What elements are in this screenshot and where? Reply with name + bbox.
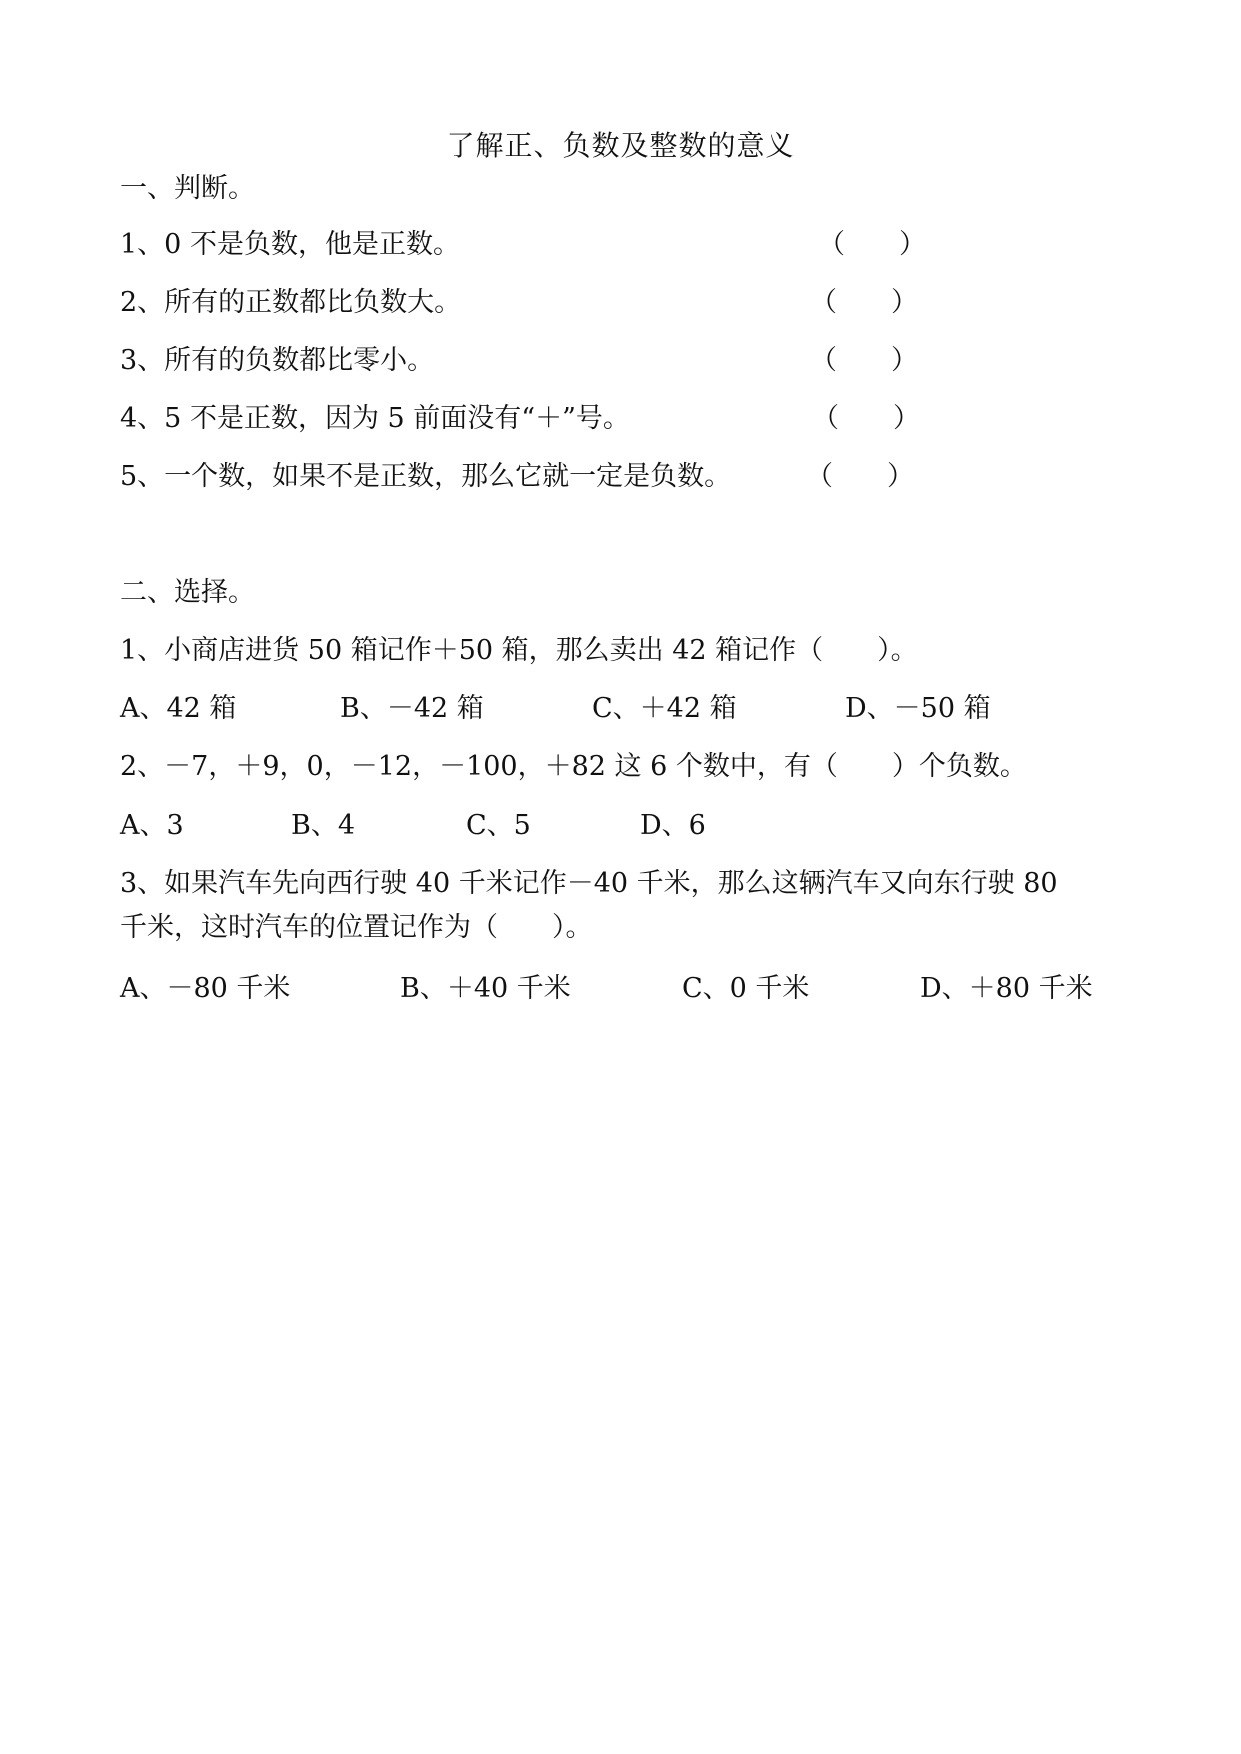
choice-1-option-c[interactable]: C、＋42 箱 [592, 693, 737, 724]
choice-question-1: 1、小商店进货 50 箱记作＋50 箱，那么卖出 42 箱记作（ ）。 [120, 635, 918, 666]
judgment-answer-blank-3[interactable]: （ ） [810, 345, 918, 376]
choice-question-3-line-1: 3、如果汽车先向西行驶 40 千米记作－40 千米，那么这辆汽车又向东行驶 80 [120, 868, 1058, 899]
choice-2-option-a[interactable]: A、3 [120, 810, 184, 841]
choice-3-option-b[interactable]: B、＋40 千米 [400, 973, 571, 1004]
choice-1-option-b[interactable]: B、－42 箱 [340, 693, 484, 724]
choice-3-option-a[interactable]: A、－80 千米 [120, 973, 291, 1004]
judgment-answer-blank-4[interactable]: （ ） [812, 403, 920, 434]
judgment-answer-blank-2[interactable]: （ ） [810, 287, 918, 318]
judgment-item-3: 3、所有的负数都比零小。 [120, 345, 435, 376]
choice-3-option-c[interactable]: C、0 千米 [682, 973, 810, 1004]
judgment-item-2: 2、所有的正数都比负数大。 [120, 287, 462, 318]
section-1-heading: 一、判断。 [120, 173, 255, 204]
choice-2-option-c[interactable]: C、5 [466, 810, 531, 841]
choice-question-2: 2、－7，＋9，0，－12，－100，＋82 这 6 个数中，有（ ）个负数。 [120, 751, 1027, 782]
judgment-item-1: 1、0 不是负数，他是正数。 [120, 229, 460, 260]
choice-3-option-d[interactable]: D、＋80 千米 [920, 973, 1093, 1004]
worksheet-title: 了解正、负数及整数的意义 [446, 129, 795, 162]
judgment-answer-blank-5[interactable]: （ ） [806, 461, 914, 492]
choice-1-option-d[interactable]: D、－50 箱 [845, 693, 991, 724]
choice-1-option-a[interactable]: A、42 箱 [120, 693, 237, 724]
section-2-heading: 二、选择。 [120, 577, 255, 608]
choice-2-option-d[interactable]: D、6 [640, 810, 706, 841]
judgment-answer-blank-1[interactable]: （ ） [818, 229, 926, 260]
choice-2-option-b[interactable]: B、4 [291, 810, 356, 841]
choice-question-3-line-2: 千米，这时汽车的位置记作为（ ）。 [120, 912, 593, 943]
judgment-item-4: 4、5 不是正数，因为 5 前面没有“＋”号。 [120, 403, 630, 434]
judgment-item-5: 5、一个数，如果不是正数，那么它就一定是负数。 [120, 461, 732, 492]
